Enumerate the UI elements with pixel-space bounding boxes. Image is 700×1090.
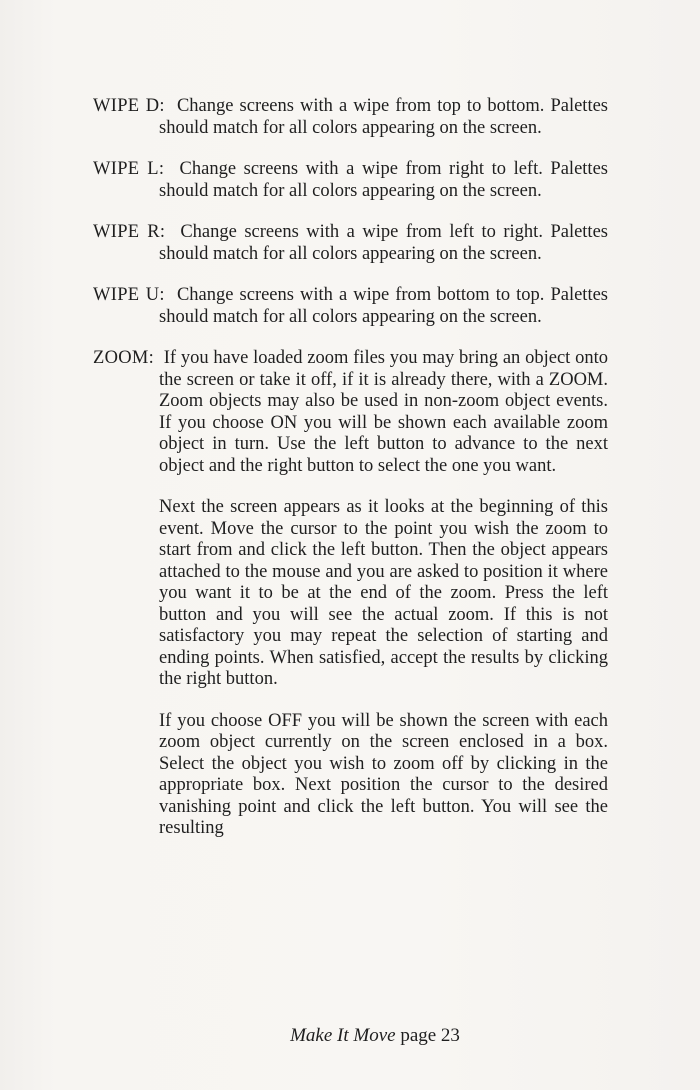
book-title: Make It Move: [290, 1025, 396, 1046]
entry-term: WIPE R:: [93, 222, 166, 242]
glossary-entry-wipe-r: [93, 222, 608, 265]
entry-description: Change screens with a wipe from right to left. Palettes should match for all colors appearing on the screen.: [159, 159, 608, 201]
zoom-paragraph-on: Next the screen appears as it looks at the beginning of this event. Move the cursor to the point you wish the zoom to start from and click the left button. Then the object appears attached to the mouse and you are asked to position it where you want it to be at the end of the zoom. Press the left button and you will see the actual zoom. If this is not satisfactory you may repeat the selection of starting and ending points. When satisfied, accept the results by clicking the right button.: [159, 497, 608, 689]
page-footer: [0, 1025, 700, 1047]
entry-description: Change screens with a wipe from bottom to top. Palettes should match for all colors appearing on the screen.: [159, 285, 608, 327]
glossary-entry-wipe-u: [93, 285, 608, 328]
glossary-entry-wipe-d: [93, 96, 608, 139]
entry-term: WIPE U:: [93, 285, 165, 305]
entry-description: If you have loaded zoom files you may bring an object onto the screen or take it off, if it is already there, with a ZOOM. Zoom objects may also be used in non-zoom object events. If you choose ON you will be shown each available zoom object in turn. Use the left button to advance to the next object and the right button to select the one you want.: [159, 348, 609, 476]
page-content: [93, 96, 608, 860]
glossary-entry-wipe-l: [93, 159, 608, 202]
entry-description: Change screens with a wipe from left to right. Palettes should match for all colors appearing on the screen.: [159, 222, 608, 264]
entry-term: WIPE L:: [93, 159, 165, 179]
glossary-entry-zoom: [93, 348, 608, 477]
entry-description: Change screens with a wipe from top to bottom. Palettes should match for all colors appearing on the screen.: [159, 96, 608, 138]
entry-term: WIPE D:: [93, 96, 165, 116]
entry-term: ZOOM:: [93, 348, 155, 368]
zoom-paragraph-off: If you choose OFF you will be shown the screen with each zoom object currently on the screen enclosed in a box. Select the object you wish to zoom off by clicking in the appropriate box. Next position the cursor to the desired vanishing point and click the left button. You will see the resulting: [159, 710, 608, 838]
page-number: page 23: [400, 1025, 460, 1046]
